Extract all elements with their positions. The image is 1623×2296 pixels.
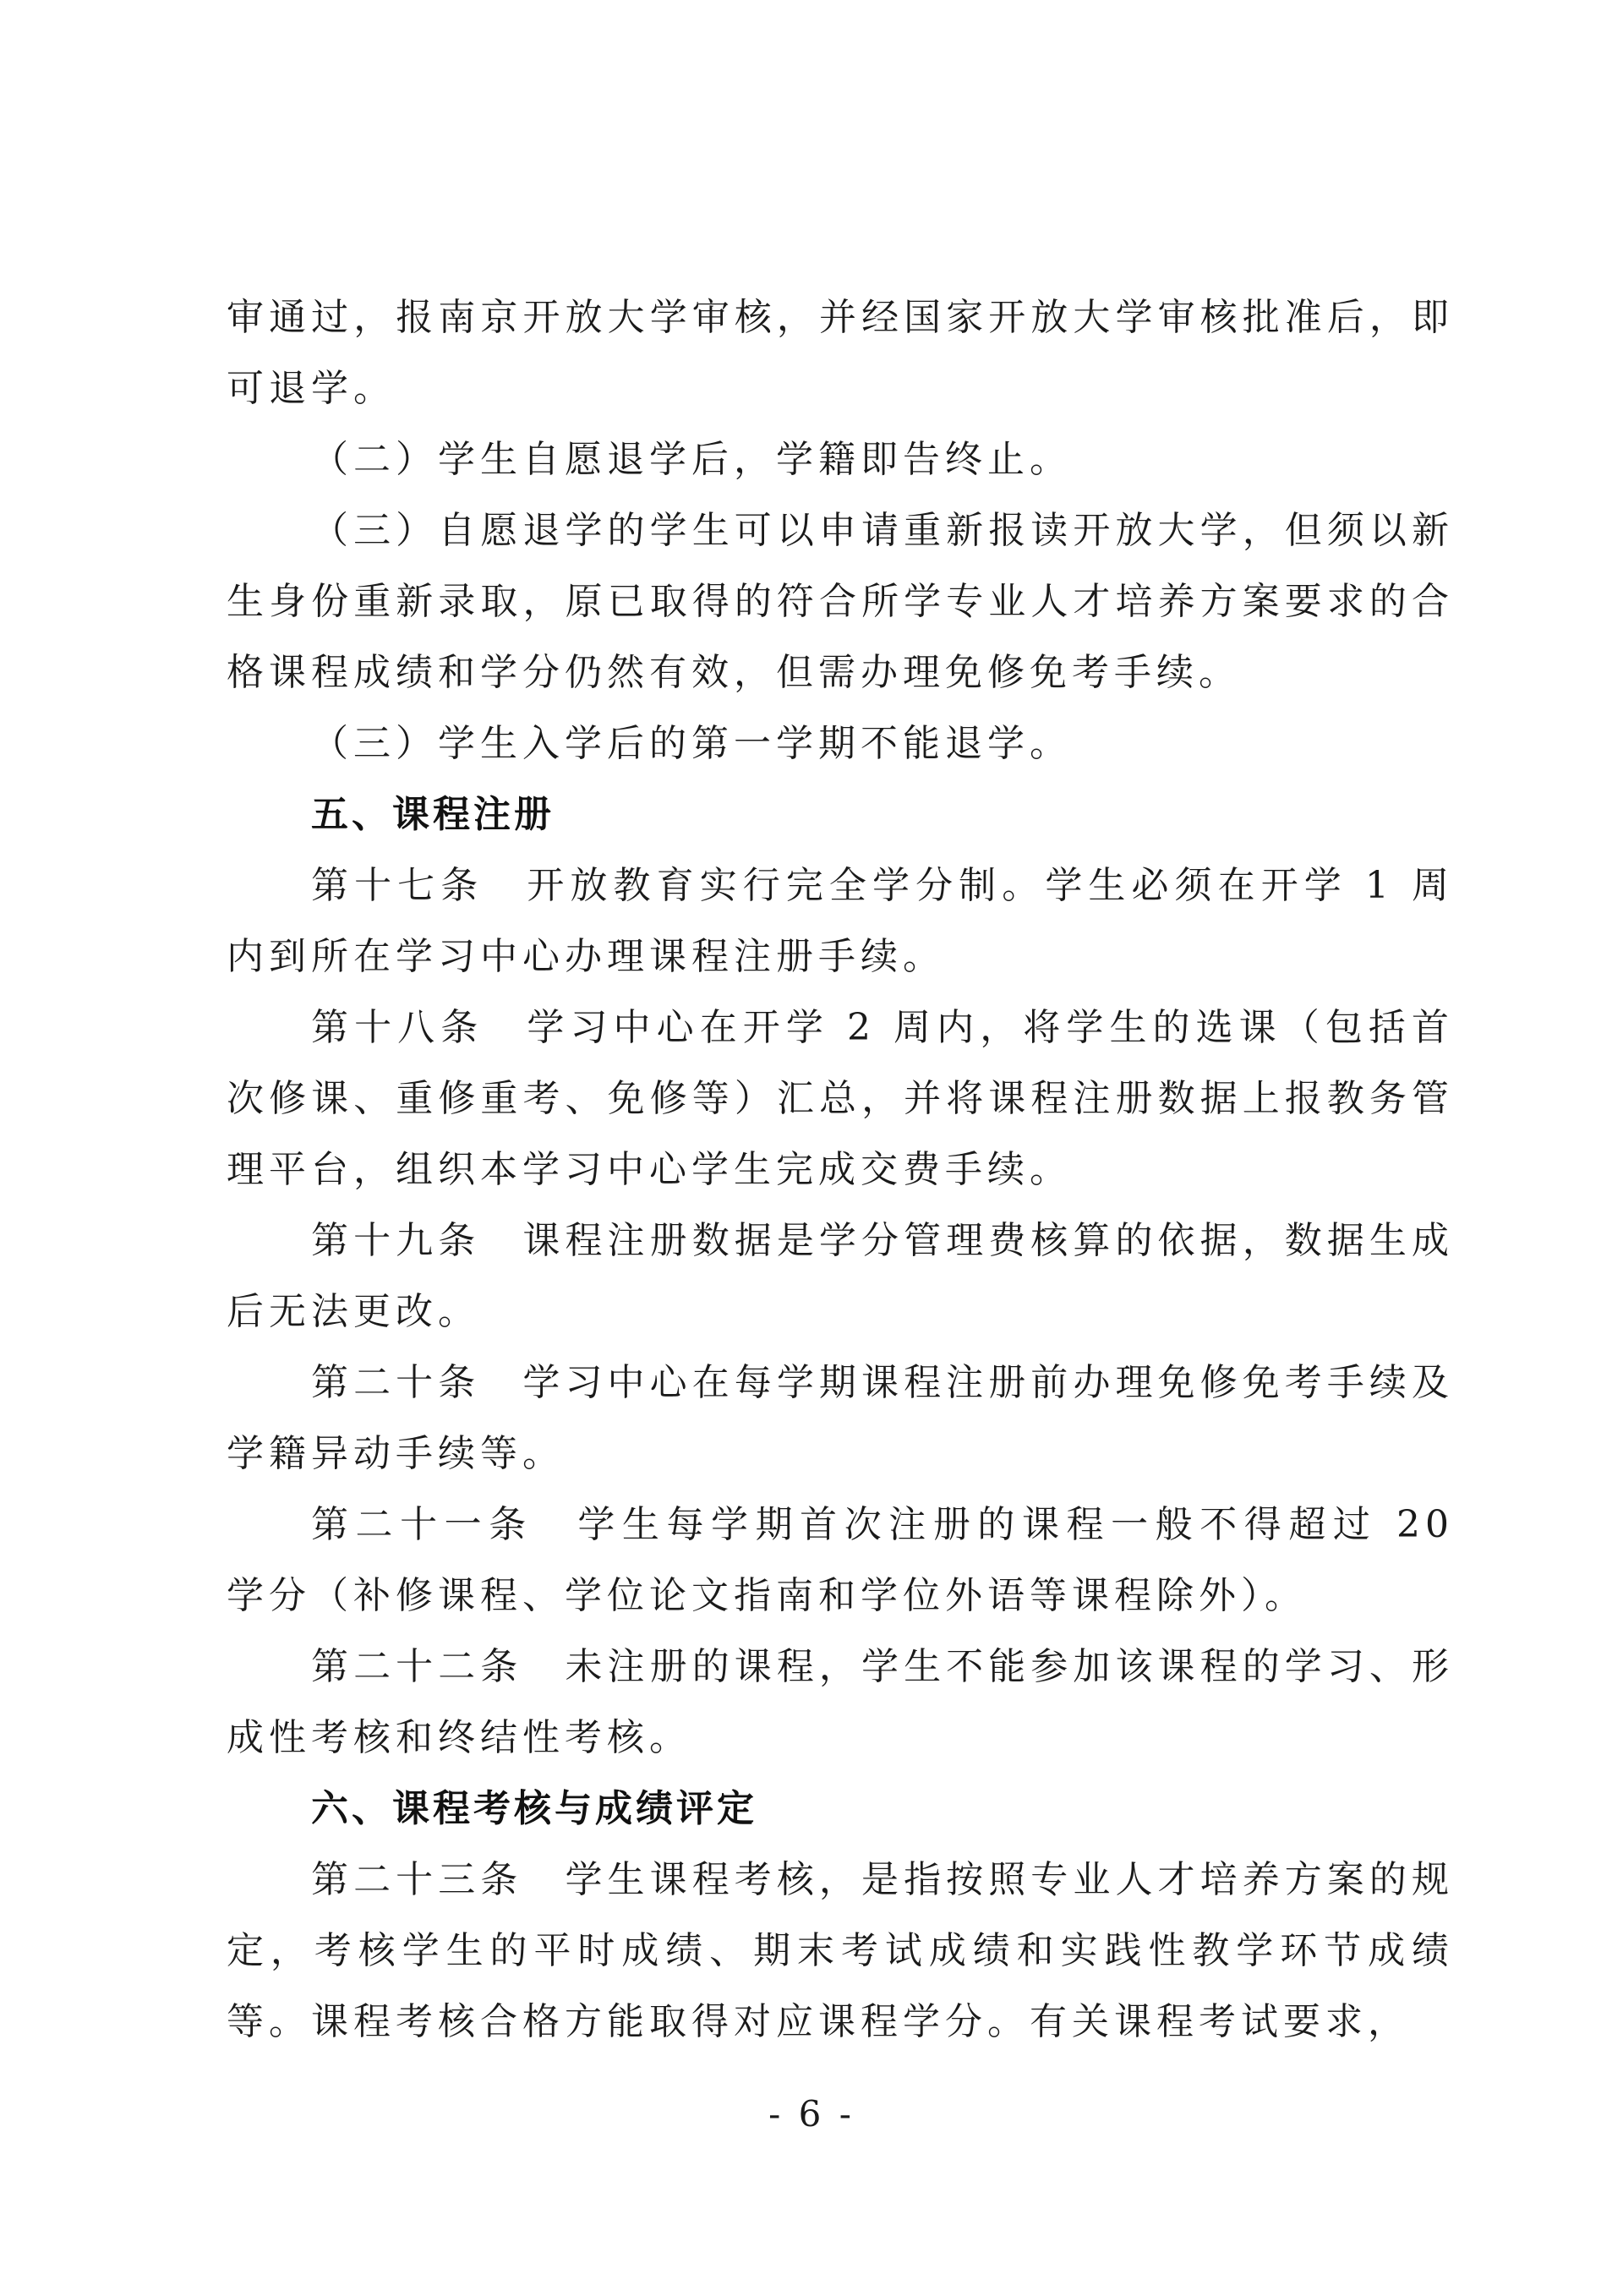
paragraph: （三）学生入学后的第一学期不能退学。	[311, 722, 1072, 765]
section-heading: 五、课程注册	[311, 793, 555, 836]
article-paragraph: 第十七条 开放教育实行完全学分制。学生必须在开学 1 周内到所在学习中心办理课程注册手续。	[227, 864, 1454, 978]
section-heading: 六、课程考核与成绩评定	[311, 1787, 757, 1830]
article-paragraph: 第十九条 课程注册数据是学分管理费核算的依据，数据生成后无法更改。	[227, 1219, 1454, 1333]
paragraph: 审通过，报南京开放大学审核，并经国家开放大学审核批准后，即可退学。	[227, 296, 1454, 410]
paragraph: （三）自愿退学的学生可以申请重新报读开放大学，但须以新生身份重新录取，原已取得的符合所学专业人才培养方案要求的合格课程成绩和学分仍然有效，但需办理免修免考手续。	[227, 509, 1454, 694]
page-number: - 6 -	[768, 2093, 855, 2135]
article-paragraph: 第二十条 学习中心在每学期课程注册前办理免修免考手续及学籍异动手续等。	[227, 1361, 1454, 1475]
paragraph: （二）学生自愿退学后，学籍即告终止。	[311, 438, 1072, 481]
document-body	[227, 282, 1454, 2058]
article-paragraph: 第二十二条 未注册的课程，学生不能参加该课程的学习、形成性考核和终结性考核。	[227, 1645, 1454, 1759]
article-paragraph: 第二十三条 学生课程考核，是指按照专业人才培养方案的规定，考核学生的平时成绩、期末考试成绩和实践性教学环节成绩等。课程考核合格方能取得对应课程学分。有关课程考试要求，	[227, 1858, 1454, 2043]
article-paragraph: 第二十一条 学生每学期首次注册的课程一般不得超过 20 学分（补修课程、学位论文指南和学位外语等课程除外）。	[227, 1503, 1454, 1617]
article-paragraph: 第十八条 学习中心在开学 2 周内，将学生的选课（包括首次修课、重修重考、免修等）汇总，并将课程注册数据上报教务管理平台，组织本学习中心学生完成交费手续。	[227, 1006, 1454, 1191]
